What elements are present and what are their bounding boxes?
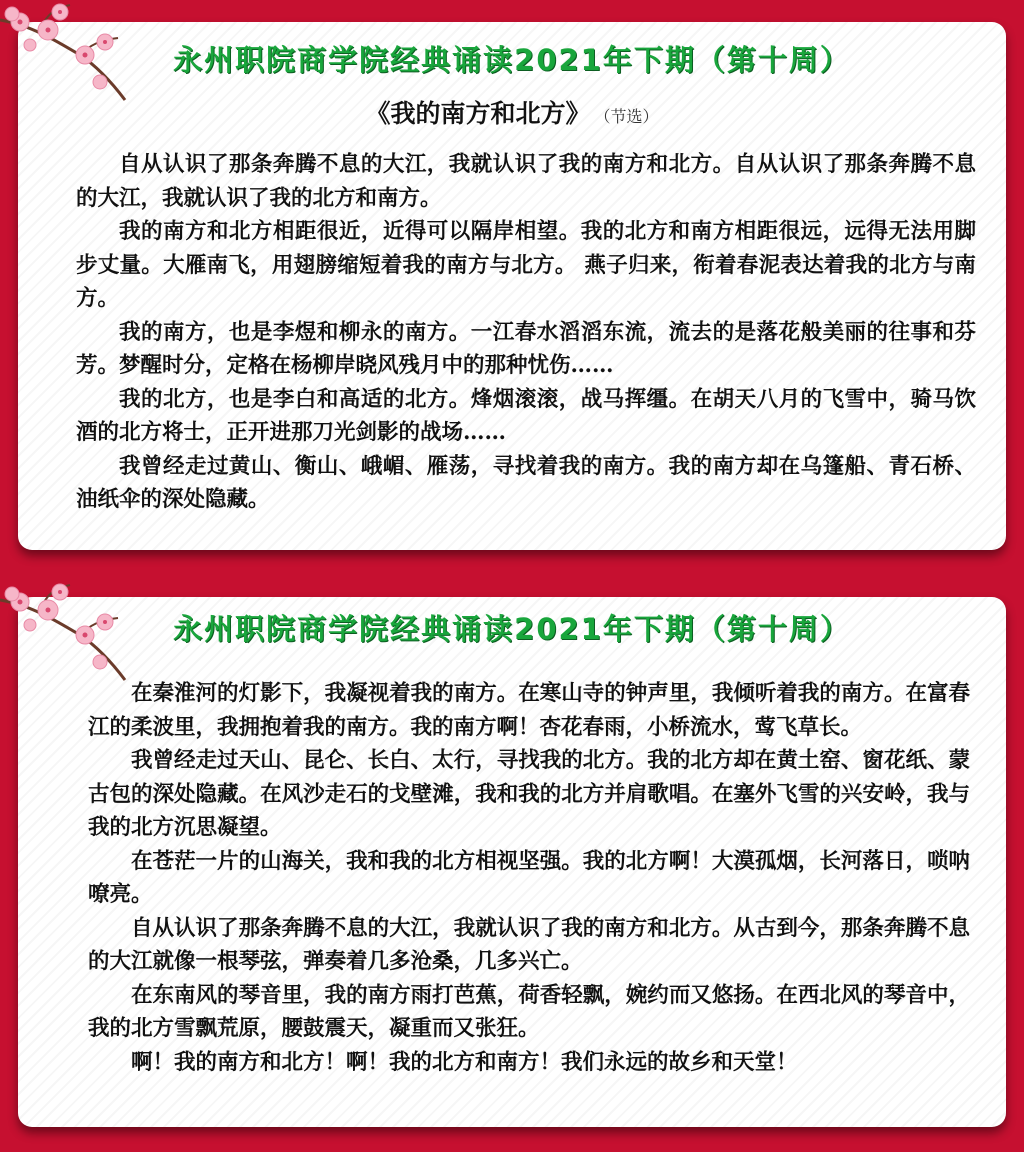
poem-title-text: 《我的南方和北方》: [365, 99, 591, 128]
paragraph: 啊！我的南方和北方！啊！我的北方和南方！我们永远的故乡和天堂！: [131, 1049, 798, 1075]
paragraph: 我的北方，也是李白和高适的北方。烽烟滚滚，战马挥缰。在胡天八月的飞雪中，骑马饮酒的北方将士，正开进那刀光剑影的战场……: [76, 386, 976, 445]
paragraph: 在秦淮河的灯影下，我凝视着我的南方。在寒山寺的钟声里，我倾听着我的南方。在富春江的柔波里，我拥抱着我的南方。我的南方啊！杏花春雨，小桥流水，莺飞草长。: [88, 681, 970, 740]
poem-body-1: [76, 148, 976, 517]
paragraph: 自从认识了那条奔腾不息的大江，我就认识了我的南方和北方。从古到今，那条奔腾不息的大江就像一根琴弦，弹奏着几多沧桑，几多兴亡。: [88, 915, 970, 974]
paragraph: 自从认识了那条奔腾不息的大江，我就认识了我的南方和北方。自从认识了那条奔腾不息的大江，我就认识了我的北方和南方。: [76, 152, 976, 211]
page-header: 永州职院商学院经典诵读2021年下期（第十周）: [173, 43, 851, 77]
paragraph: 我曾经走过天山、昆仑、长白、太行，寻找我的北方。我的北方却在黄土窑、窗花纸、蒙古包的深处隐藏。在风沙走石的戈壁滩，我和我的北方并肩歌唱。在塞外飞雪的兴安岭，我与我的北方沉思凝望。: [88, 748, 970, 840]
paragraph: 我的南方和北方相距很近，近得可以隔岸相望。我的北方和南方相距很远，远得无法用脚步丈量。大雁南飞，用翅膀缩短着我的南方与北方。 燕子归来，衔着春泥表达着我的北方与南方。: [76, 219, 976, 311]
paragraph: 我的南方，也是李煜和柳永的南方。一江春水滔滔东流，流去的是落花般美丽的往事和芬芳。梦醒时分，定格在杨柳岸晓风残月中的那种忧伤……: [76, 319, 976, 378]
plum-blossom-icon: [0, 580, 140, 700]
reading-card-2: [18, 597, 1006, 1127]
plum-blossom-icon: [0, 0, 140, 120]
page-header: 永州职院商学院经典诵读2021年下期（第十周）: [173, 612, 851, 646]
reading-card-1: [18, 22, 1006, 550]
paragraph: 在苍茫一片的山海关，我和我的北方相视坚强。我的北方啊！大漠孤烟，长河落日，唢呐嘹亮。: [88, 848, 970, 907]
poem-body-2: [88, 677, 970, 1079]
excerpt-note: （节选）: [602, 107, 659, 126]
paragraph: 我曾经走过黄山、衡山、峨嵋、雁荡，寻找着我的南方。我的南方却在乌篷船、青石桥、油纸伞的深处隐藏。: [76, 453, 976, 512]
poem-title: [18, 94, 1006, 130]
paragraph: 在东南风的琴音里，我的南方雨打芭蕉，荷香轻飘，婉约而又悠扬。在西北风的琴音中，我的北方雪飘荒原，腰鼓震天，凝重而又张狂。: [88, 982, 970, 1041]
